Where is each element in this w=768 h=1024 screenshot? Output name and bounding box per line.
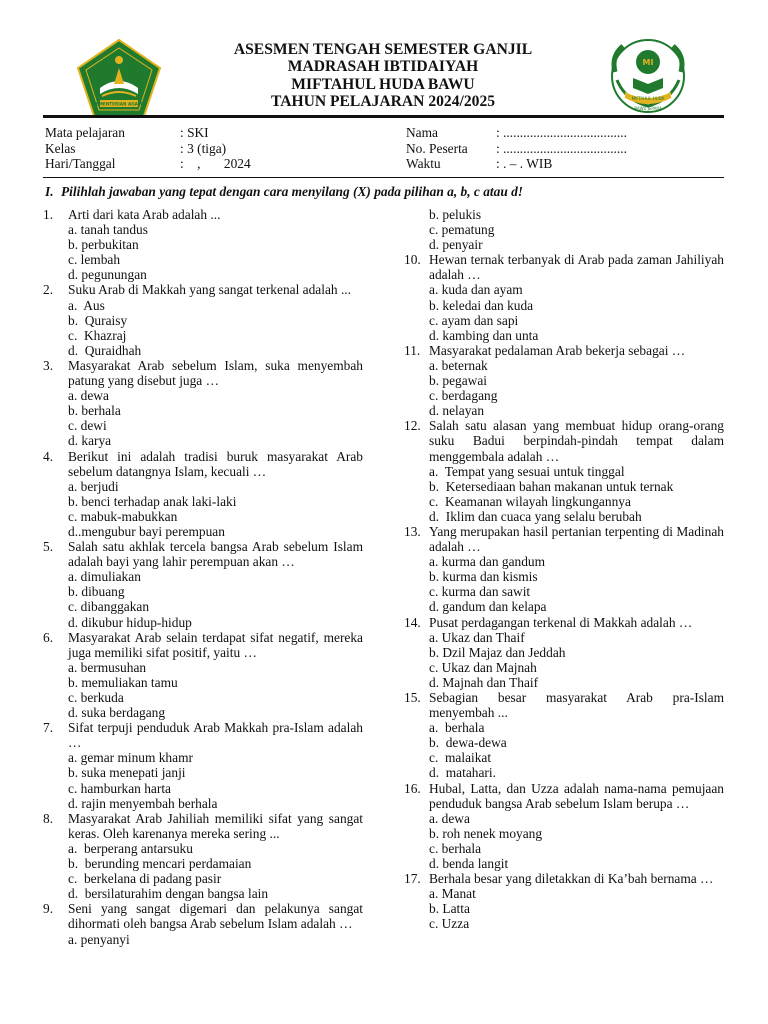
info-value: : . – . WIB xyxy=(496,156,553,172)
answer-option[interactable]: a. berperang antarsuku xyxy=(68,840,193,856)
answer-option[interactable]: d. suka berdagang xyxy=(68,705,166,721)
info-row-subject xyxy=(45,125,375,141)
info-label: Mata pelajaran xyxy=(45,125,125,140)
question-column-left xyxy=(43,207,363,947)
answer-option[interactable]: c. berdagang xyxy=(429,388,498,404)
question-number: 15. xyxy=(404,690,421,705)
answer-option[interactable]: b. dibuang xyxy=(68,584,125,600)
answer-option[interactable]: c. dibanggakan xyxy=(68,599,150,615)
question-number: 10. xyxy=(404,252,421,268)
answer-option[interactable]: c. berkelana di padang pasir xyxy=(68,871,222,887)
question-text: Arti dari kata Arab adalah ... xyxy=(68,207,221,222)
answer-option[interactable]: b. kurma dan kismis xyxy=(429,569,538,585)
answer-option[interactable]: a. tanah tandus xyxy=(68,222,148,238)
question-number: 2. xyxy=(43,282,54,298)
question-number: 17. xyxy=(404,871,421,887)
question-text: Sifat terpuji penduduk Arab Makkah pra-Islam adalah … xyxy=(68,720,363,751)
answer-option[interactable]: b. memuliakan tamu xyxy=(68,674,178,690)
question-item xyxy=(43,901,363,931)
answer-option[interactable]: c. Ukaz dan Majnah xyxy=(429,659,537,675)
question-text: Suku Arab di Makkah yang sangat terkenal adalah ... xyxy=(68,282,351,298)
school-logo-text: MI xyxy=(642,58,654,67)
header-line-3: MIFTAHUL HUDA BAWU xyxy=(291,75,475,93)
answer-option[interactable]: d. Majnah dan Thaif xyxy=(429,674,539,690)
question-number: 16. xyxy=(404,780,421,796)
answer-option[interactable]: b. berunding mencari perdamaian xyxy=(68,856,252,872)
answer-option[interactable]: a. dewa xyxy=(429,810,470,826)
question-item xyxy=(43,207,363,222)
answer-option[interactable]: d. penyair xyxy=(429,237,483,253)
question-text: Masyarakat Arab selain terdapat sifat negatif, mereka juga memiliki sifat positif, yaitu … xyxy=(68,629,363,660)
answer-option[interactable]: d. Quraidhah xyxy=(68,342,142,358)
answer-option[interactable]: b. berhala xyxy=(68,403,121,419)
question-item xyxy=(404,343,724,358)
question-number: 11. xyxy=(404,342,421,358)
answer-option[interactable]: c. Uzza xyxy=(429,916,470,932)
question-number: 7. xyxy=(43,720,54,736)
answer-option[interactable]: d..mengubur bayi perempuan xyxy=(68,523,225,539)
info-divider xyxy=(43,177,724,178)
answer-option[interactable]: c. ayam dan sapi xyxy=(429,312,519,328)
info-label: Hari/Tanggal xyxy=(45,156,116,172)
info-label: Kelas xyxy=(45,140,76,156)
answer-option[interactable]: a. beternak xyxy=(429,357,488,373)
question-item xyxy=(404,418,724,463)
info-row-time xyxy=(406,156,726,172)
answer-option[interactable]: d. matahari. xyxy=(429,765,496,781)
question-text: Hewan ternak terbanyak di Arab pada zaman Jahiliyah adalah … xyxy=(429,252,724,283)
question-item xyxy=(404,871,724,886)
question-item xyxy=(404,615,724,630)
answer-option[interactable]: b. pegawai xyxy=(429,373,488,389)
answer-option[interactable]: b. keledai dan kuda xyxy=(429,297,534,313)
info-row-class xyxy=(45,141,375,157)
question-number: 14. xyxy=(404,614,421,630)
answer-option[interactable]: d. Iklim dan cuaca yang selalu berubah xyxy=(429,508,642,524)
answer-option[interactable]: b. suka menepati janji xyxy=(68,765,186,781)
answer-option[interactable]: a. bermusuhan xyxy=(68,659,147,675)
question-number: 13. xyxy=(404,523,421,539)
answer-option[interactable]: a. Manat xyxy=(429,886,476,902)
question-item xyxy=(43,720,363,750)
info-value: : 3 (tiga) xyxy=(180,140,227,156)
answer-option[interactable]: a. dimuliakan xyxy=(68,569,141,585)
question-item xyxy=(404,524,724,554)
question-item xyxy=(43,630,363,660)
info-label: No. Peserta xyxy=(406,140,468,156)
question-text: Masyarakat pedalaman Arab bekerja sebagai … xyxy=(429,342,686,358)
answer-option[interactable]: c. hamburkan harta xyxy=(68,780,171,796)
answer-option[interactable]: c. lembah xyxy=(68,252,121,268)
school-logo xyxy=(605,36,691,114)
header-divider xyxy=(43,115,724,118)
question-text: Yang merupakan hasil pertanian terpenting di Madinah adalah … xyxy=(429,523,724,555)
ministry-logo xyxy=(76,38,162,118)
header-line-4: TAHUN PELAJARAN 2024/2025 xyxy=(270,93,496,111)
question-number: 1. xyxy=(43,207,54,222)
question-number: 5. xyxy=(43,539,54,555)
answer-option[interactable]: c. dewi xyxy=(68,418,107,434)
answer-option[interactable]: b. pelukis xyxy=(429,207,482,222)
question-item xyxy=(43,811,363,841)
answer-option[interactable]: c. pematung xyxy=(429,222,495,238)
question-text: Hubal, Latta, dan Uzza adalah nama-nama pemujaan penduduk bangsa Arab sebelum Islam berupa … xyxy=(429,780,724,811)
ministry-logo-text: KEMENTERIAN AGAMA xyxy=(92,101,146,107)
question-text: Berikut ini adalah tradisi buruk masyarakat Arab sebelum datangnya Islam, kecuali … xyxy=(68,448,363,479)
header-line-1: ASESMEN TENGAH SEMESTER GANJIL xyxy=(233,41,533,58)
answer-option[interactable]: b. dewa-dewa xyxy=(429,735,507,751)
header-line-2: MADRASAH IBTIDAIYAH xyxy=(287,58,479,76)
answer-option[interactable]: d. kambing dan unta xyxy=(429,327,539,343)
question-text: Sebagian besar masyarakat Arab pra-Islam menyembah ... xyxy=(429,690,724,721)
question-item xyxy=(43,358,363,388)
info-value: : , 2024 xyxy=(180,156,251,172)
answer-option[interactable]: b. Latta xyxy=(429,901,470,917)
exam-info-right xyxy=(406,125,726,172)
info-row-name xyxy=(406,125,726,141)
answer-option[interactable]: d. dikubur hidup-hidup xyxy=(68,614,192,630)
answer-option[interactable]: a. kurma dan gandum xyxy=(429,554,546,570)
school-logo-place: BAWU JEPARA xyxy=(634,106,662,111)
answer-option[interactable]: a. penyanyi xyxy=(68,931,130,947)
info-label: Waktu xyxy=(406,156,441,172)
answer-option[interactable]: b. Dzil Majaz dan Jeddah xyxy=(429,644,566,660)
question-number: 12. xyxy=(404,418,421,434)
info-value: : ..................................... xyxy=(496,140,627,156)
answer-option[interactable]: d. nelayan xyxy=(429,403,485,419)
info-value: : SKI xyxy=(180,125,209,140)
answer-option[interactable]: b. roh nenek moyang xyxy=(429,825,543,841)
info-label: Nama xyxy=(406,125,438,140)
question-item xyxy=(404,252,724,282)
answer-option[interactable]: a. Aus xyxy=(68,297,105,313)
question-number: 9. xyxy=(43,901,54,917)
question-text: Seni yang sangat digemari dan pelakunya sangat dihormati oleh bangsa Arab sebelum Islam adalah … xyxy=(68,901,363,932)
answer-option[interactable]: a. berhala xyxy=(429,720,485,736)
answer-option[interactable]: a. kuda dan ayam xyxy=(429,282,523,298)
answer-option[interactable]: a. berjudi xyxy=(68,478,119,494)
info-row-participant-number xyxy=(406,141,726,157)
question-item xyxy=(404,690,724,720)
question-number: 4. xyxy=(43,448,54,464)
answer-option[interactable]: b. perbukitan xyxy=(68,237,139,253)
answer-option[interactable]: c. kurma dan sawit xyxy=(429,584,531,600)
answer-option[interactable]: b. benci terhadap anak laki-laki xyxy=(68,493,237,509)
answer-option[interactable]: a. Ukaz dan Thaif xyxy=(429,629,525,645)
question-item xyxy=(43,539,363,569)
exam-header xyxy=(160,41,606,111)
answer-option[interactable]: d. pegunungan xyxy=(68,267,147,283)
question-text: Masyarakat Arab Jahiliah memiliki sifat yang sangat keras. Oleh karenanya mereka sering ... xyxy=(68,810,363,841)
section-number: I. xyxy=(45,184,54,199)
answer-option[interactable]: d. rajin menyembah berhala xyxy=(68,795,218,811)
info-row-date xyxy=(45,156,375,172)
answer-option[interactable]: c. berhala xyxy=(429,840,482,856)
answer-option[interactable]: d. benda langit xyxy=(429,856,509,872)
info-value: : ..................................... xyxy=(496,125,627,140)
answer-option[interactable]: a. gemar minum khamr xyxy=(68,750,193,766)
question-text: Berhala besar yang diletakkan di Ka’bah bernama … xyxy=(429,871,714,887)
question-text: Salah satu akhlak tercela bangsa Arab sebelum Islam adalah bayi yang lahir perempuan akan … xyxy=(68,539,363,570)
exam-info-left xyxy=(45,125,375,172)
question-item xyxy=(43,282,363,297)
answer-option[interactable]: b. Quraisy xyxy=(68,312,128,328)
question-number: 8. xyxy=(43,810,54,826)
answer-option[interactable]: c. berkuda xyxy=(68,690,124,705)
question-item xyxy=(404,781,724,811)
answer-option[interactable]: c. Khazraj xyxy=(68,327,127,343)
question-number: 6. xyxy=(43,629,54,645)
school-logo-banner: MIFTAHUL HUDA xyxy=(631,96,665,101)
answer-option[interactable]: d. karya xyxy=(68,433,112,449)
question-text: Masyarakat Arab sebelum Islam, suka menyembah patung yang disebut juga … xyxy=(68,357,363,389)
answer-option[interactable]: c. mabuk-mabukkan xyxy=(68,508,178,524)
question-text: Salah satu alasan yang membuat hidup orang-orang suku Badui berpindah-pindah tempat dalam menggembala adalah … xyxy=(429,418,724,464)
answer-option[interactable]: d. bersilaturahim dengan bangsa lain xyxy=(68,886,269,902)
answer-option[interactable]: a. Tempat yang sesuai untuk tinggal xyxy=(429,463,625,479)
answer-option[interactable]: d. gandum dan kelapa xyxy=(429,599,547,615)
question-text: Pusat perdagangan terkenal di Makkah adalah … xyxy=(429,614,693,630)
answer-option[interactable]: a. dewa xyxy=(68,388,109,404)
instruction-text: Pilihlah jawaban yang tepat dengan cara menyilang (X) pada pilihan a, b, c atau d! xyxy=(61,184,524,199)
question-item xyxy=(43,449,363,479)
answer-option[interactable]: c. malaikat xyxy=(429,750,492,766)
question-number: 3. xyxy=(43,357,54,373)
answer-option[interactable]: b. Ketersediaan bahan makanan untuk ternak xyxy=(429,478,674,494)
question-column-right xyxy=(404,207,724,932)
answer-option[interactable]: c. Keamanan wilayah lingkungannya xyxy=(429,493,631,509)
section-instruction xyxy=(45,184,735,199)
